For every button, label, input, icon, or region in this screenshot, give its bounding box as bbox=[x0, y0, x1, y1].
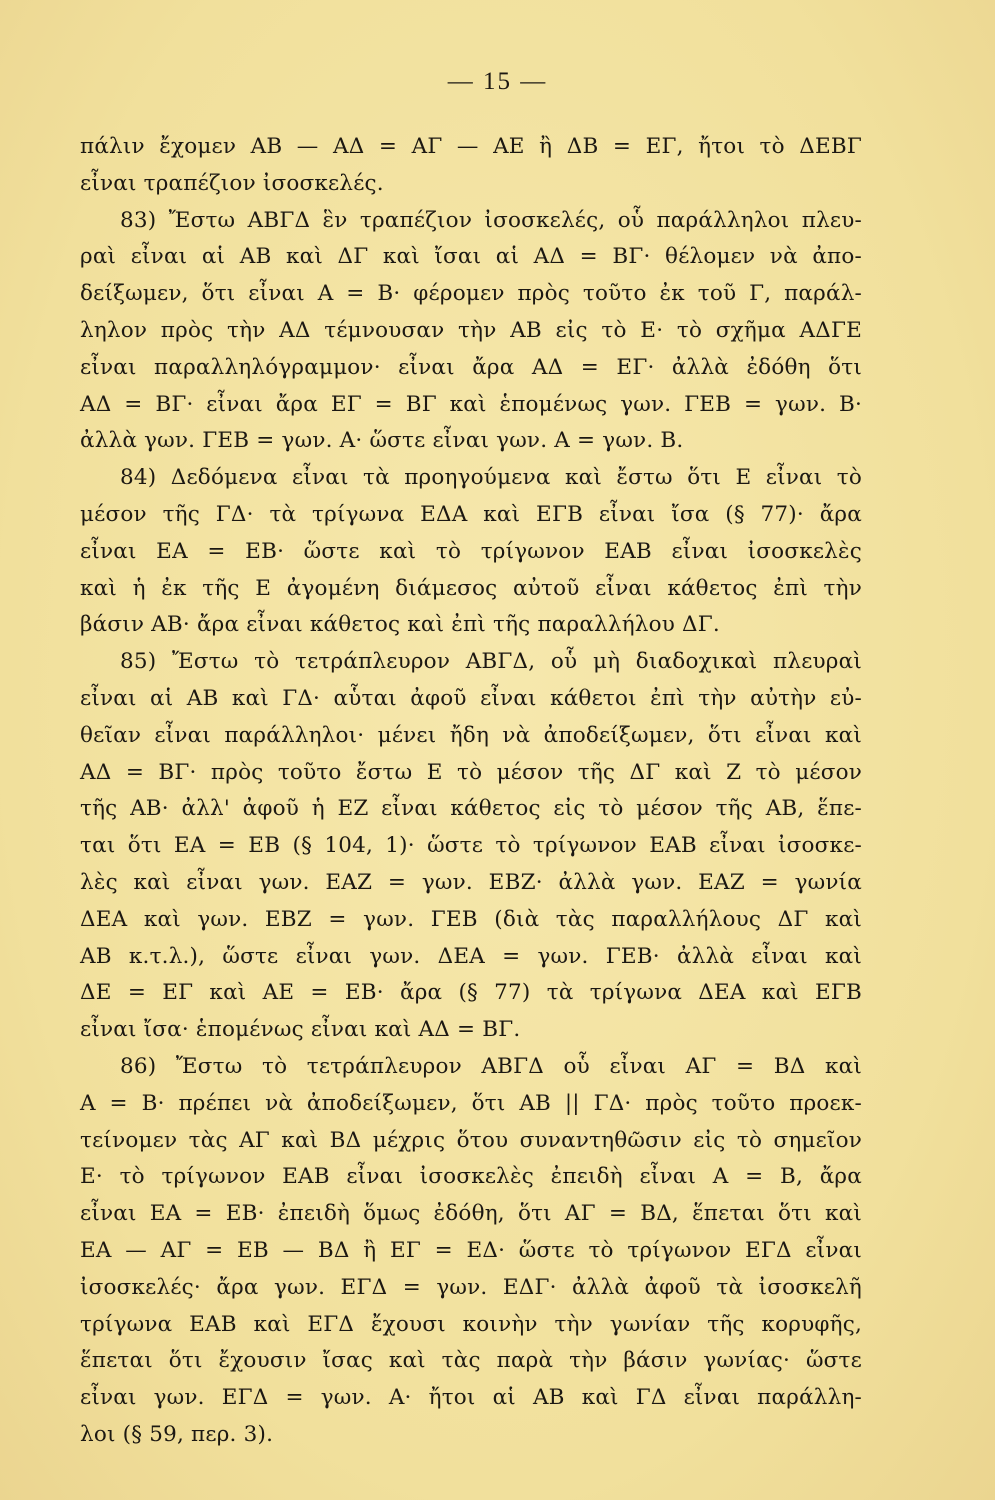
text-line: τείνομεν τὰς ΑΓ καὶ ΒΔ μέχρις ὅτου συναντηθῶσιν εἰς τὸ σημεῖον bbox=[80, 1127, 862, 1153]
text-line: τρίγωνα ΕΑΒ καὶ ΕΓΔ ἔχουσι κοινὴν τὴν γωνίαν τῆς κορυφῆς, bbox=[80, 1311, 862, 1337]
text-line: εἶναι τραπέζιον ἰσοσκελές. bbox=[80, 170, 384, 196]
text-line: εἶναι αἱ ΑΒ καὶ ΓΔ· αὗται ἀφοῦ εἶναι κάθετοι ἐπὶ τὴν αὐτὴν εὐ- bbox=[80, 685, 862, 711]
text-line: ἰσοσκελές· ἄρα γων. ΕΓΔ = γων. ΕΔΓ· ἀλλὰ ἀφοῦ τὰ ἰσοσκελῆ bbox=[80, 1274, 862, 1300]
text-line: ται ὅτι ΕΑ = ΕΒ (§ 104, 1)· ὥστε τὸ τρίγωνον ΕΑΒ εἶναι ἰσοσκε- bbox=[80, 833, 862, 859]
text-line: 86) Ἔστω τὸ τετράπλευρον ΑΒΓΔ οὗ εἶναι ΑΓ = ΒΔ καὶ bbox=[120, 1053, 862, 1079]
text-line: ΑΒ κ.τ.λ.), ὥστε εἶναι γων. ΔΕΑ = γων. ΓΕΒ· ἀλλὰ εἶναι καὶ bbox=[80, 943, 862, 969]
text-line: 84) Δεδόμενα εἶναι τὰ προηγούμενα καὶ ἔστω ὅτι Ε εἶναι τὸ bbox=[120, 465, 862, 491]
text-line: τῆς ΑΒ· ἀλλ' ἀφοῦ ἡ ΕΖ εἶναι κάθετος εἰς τὸ μέσον τῆς ΑΒ, ἕπε- bbox=[80, 796, 862, 822]
text-line: θεῖαν εἶναι παράλληλοι· μένει ἤδη νὰ ἀποδείξωμεν, ὅτι εἶναι καὶ bbox=[80, 722, 862, 748]
text-line: ΑΔ = ΒΓ· πρὸς τοῦτο ἔστω Ε τὸ μέσον τῆς ΔΓ καὶ Ζ τὸ μέσον bbox=[80, 759, 862, 785]
text-line: εἶναι παραλληλόγραμμον· εἶναι ἄρα ΑΔ = ΕΓ· ἀλλὰ ἐδόθη ὅτι bbox=[80, 354, 862, 380]
text-line: λὲς καὶ εἶναι γων. ΕΑΖ = γων. ΕΒΖ· ἀλλὰ γων. ΕΑΖ = γωνία bbox=[80, 869, 862, 895]
text-line: ἕπεται ὅτι ἔχουσιν ἴσας καὶ τὰς παρὰ τὴν βάσιν γωνίας· ὥστε bbox=[80, 1348, 862, 1374]
text-line: ληλον πρὸς τὴν ΑΔ τέμνουσαν τὴν ΑΒ εἰς τὸ Ε· τὸ σχῆμα ΑΔΓΕ bbox=[80, 317, 862, 343]
text-line: δείξωμεν, ὅτι εἶναι Α = Β· φέρομεν πρὸς τοῦτο ἐκ τοῦ Γ, παράλ- bbox=[80, 281, 862, 307]
page-number: — 15 — bbox=[447, 68, 548, 95]
text-line: ἀλλὰ γων. ΓΕΒ = γων. Α· ὥστε εἶναι γων. Α = γων. Β. bbox=[80, 428, 684, 454]
text-line: 85) Ἔστω τὸ τετράπλευρον ΑΒΓΔ, οὗ μὴ διαδοχικαὶ πλευραὶ bbox=[120, 649, 862, 675]
text-line: 83) Ἔστω ΑΒΓΔ ἓν τραπέζιον ἰσοσκελές, οὗ παράλληλοι πλευ- bbox=[120, 207, 862, 233]
text-line: εἶναι ΕΑ = ΕΒ· ἐπειδὴ ὅμως ἐδόθη, ὅτι ΑΓ = ΒΔ, ἕπεται ὅτι καὶ bbox=[80, 1201, 862, 1227]
text-line: μέσον τῆς ΓΔ· τὰ τρίγωνα ΕΔΑ καὶ ΕΓΒ εἶναι ἴσα (§ 77)· ἄρα bbox=[80, 501, 862, 527]
text-line: Ε· τὸ τρίγωνον ΕΑΒ εἶναι ἰσοσκελὲς ἐπειδὴ εἶναι Α = Β, ἄρα bbox=[80, 1164, 862, 1190]
body-text bbox=[80, 129, 862, 1454]
text-line: πάλιν ἔχομεν ΑΒ — ΑΔ = ΑΓ — ΑΕ ἢ ΔΒ = ΕΓ, ἤτοι τὸ ΔΕΒΓ bbox=[80, 134, 862, 159]
text-line: βάσιν ΑΒ· ἄρα εἶναι κάθετος καὶ ἐπὶ τῆς παραλλήλου ΔΓ. bbox=[80, 612, 720, 638]
text-line: Α = Β· πρέπει νὰ ἀποδείξωμεν, ὅτι ΑΒ || ΓΔ· πρὸς τοῦτο προεκ- bbox=[80, 1090, 862, 1116]
text-line: ραὶ εἶναι αἱ ΑΒ καὶ ΔΓ καὶ ἴσαι αἱ ΑΔ = ΒΓ· θέλομεν νὰ ἀπο- bbox=[80, 244, 862, 270]
text-line: εἶναι γων. ΕΓΔ = γων. Α· ἤτοι αἱ ΑΒ καὶ ΓΔ εἶναι παράλλη- bbox=[80, 1385, 862, 1411]
text-line: ΔΕ = ΕΓ καὶ ΑΕ = ΕΒ· ἄρα (§ 77) τὰ τρίγωνα ΔΕΑ καὶ ΕΓΒ bbox=[80, 980, 862, 1006]
text-line: ΑΔ = ΒΓ· εἶναι ἄρα ΕΓ = ΒΓ καὶ ἑπομένως γων. ΓΕΒ = γων. Β· bbox=[80, 391, 862, 417]
text-line: ΕΑ — ΑΓ = ΕΒ — ΒΔ ἢ ΕΓ = ΕΔ· ὥστε τὸ τρίγωνον ΕΓΔ εἶναι bbox=[80, 1237, 862, 1263]
text-line: ΔΕΑ καὶ γων. ΕΒΖ = γων. ΓΕΒ (διὰ τὰς παραλλήλους ΔΓ καὶ bbox=[80, 906, 862, 932]
text-line: εἶναι ἴσα· ἑπομένως εἶναι καὶ ΑΔ = ΒΓ. bbox=[80, 1017, 521, 1043]
text-line: καὶ ἡ ἐκ τῆς Ε ἀγομένη διάμεσος αὐτοῦ εἶναι κάθετος ἐπὶ τὴν bbox=[80, 575, 862, 601]
text-line: εἶναι ΕΑ = ΕΒ· ὥστε καὶ τὸ τρίγωνον ΕΑΒ εἶναι ἰσοσκελὲς bbox=[80, 538, 862, 564]
text-line: λοι (§ 59, περ. 3). bbox=[80, 1421, 274, 1447]
